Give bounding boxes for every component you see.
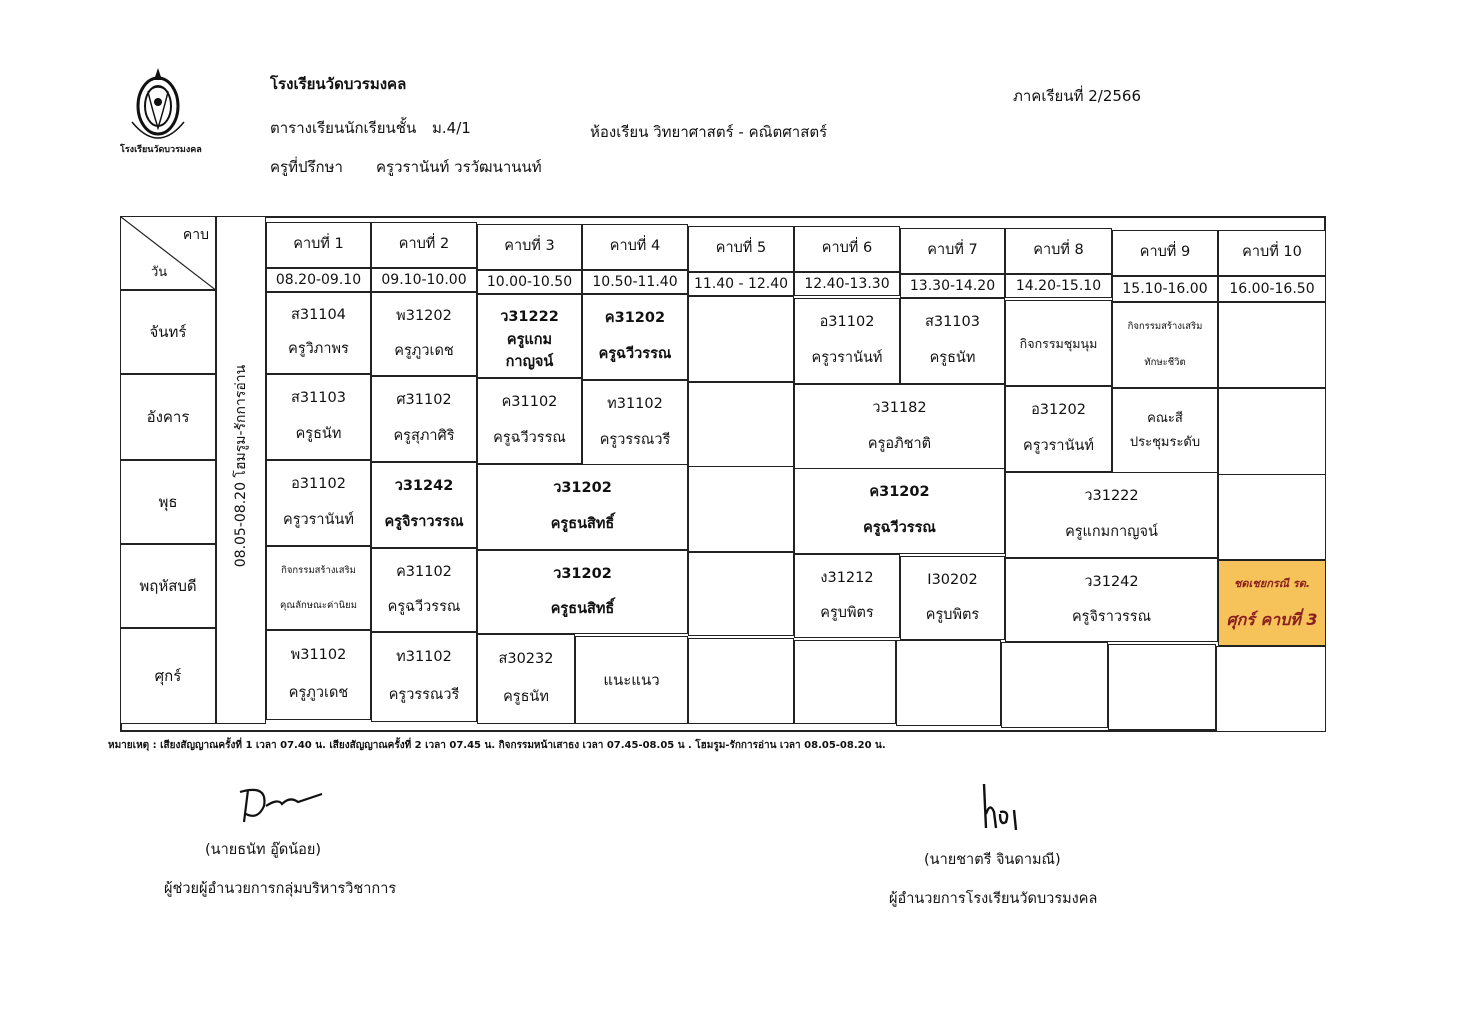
teacher: ครูวิภาพร xyxy=(288,341,349,358)
room-name: ห้องเรียน วิทยาศาสตร์ - คณิตศาสตร์ xyxy=(590,123,828,141)
right-signature xyxy=(980,784,1030,834)
period-4: คาบที่ 4 xyxy=(582,224,688,270)
fri-p5 xyxy=(688,638,794,724)
thu-p6 xyxy=(794,554,900,638)
subject-code: ท31102 xyxy=(396,649,452,666)
teacher: ครูบพิตร xyxy=(925,606,980,623)
tue-p8 xyxy=(1005,386,1112,472)
mon-p1 xyxy=(266,292,371,374)
period-9: คาบที่ 9 xyxy=(1112,230,1218,276)
activity-detail: คุณลักษณะค่านิยม xyxy=(280,599,357,611)
time-10: 16.00-16.50 xyxy=(1218,276,1326,302)
teacher: ครูวรานันท์ xyxy=(283,512,354,529)
mon-p8 xyxy=(1005,300,1112,386)
fri-p9 xyxy=(1108,644,1216,730)
fri-p3 xyxy=(477,634,575,724)
teacher: ครูธนัท xyxy=(503,689,549,706)
day-mon: จันทร์ xyxy=(120,290,216,374)
right-signer-title: ผู้อำนวยการโรงเรียนวัดบวรมงคล xyxy=(889,891,1098,907)
subject-code: ค31202 xyxy=(604,310,666,327)
time-8: 14.20-15.10 xyxy=(1005,274,1112,298)
subject-code: ศ31102 xyxy=(396,392,452,409)
subject-code: ค31102 xyxy=(501,394,558,411)
corner-cell xyxy=(120,216,216,290)
activity-detail: ประชุมระดับ xyxy=(1129,435,1201,450)
wed-p1 xyxy=(266,460,371,546)
activity: กิจกรรมสร้างเสริม xyxy=(1127,321,1203,333)
activity: กิจกรรมชุมนุม xyxy=(1019,335,1098,351)
period-5: คาบที่ 5 xyxy=(688,226,794,272)
tue-p4 xyxy=(582,380,688,466)
teacher: ครูบพิตร xyxy=(820,604,874,621)
subject-code: ว31202 xyxy=(553,480,612,497)
mon-p5 xyxy=(688,296,794,382)
day-wed: พุธ xyxy=(120,460,216,544)
time-5: 11.40 - 12.40 xyxy=(688,272,794,296)
period-2: คาบที่ 2 xyxy=(371,222,477,268)
teacher: ครูจิราวรรณ xyxy=(1071,608,1152,625)
thu-p3-4 xyxy=(477,550,688,634)
mon-p7 xyxy=(900,298,1005,384)
period-6: คาบที่ 6 xyxy=(794,226,900,272)
subject-code: อ31202 xyxy=(1031,402,1086,419)
advisor-name: ครูวรานันท์ วรวัฒนานนท์ xyxy=(376,158,542,176)
subject-code: พ31202 xyxy=(396,307,452,324)
day-thu: พฤหัสบดี xyxy=(120,544,216,628)
teacher: ครูสุภาศิริ xyxy=(393,428,455,445)
corner-top-label: คาบ xyxy=(182,227,209,243)
right-signer-name: (นายชาตรี จินดามณี) xyxy=(924,852,1061,868)
teacher: ครูฉวีวรรณ xyxy=(598,346,672,363)
fri-p7 xyxy=(896,640,1001,726)
subject-code: ว31222 xyxy=(500,309,559,325)
activity: แนะแนว xyxy=(603,671,660,689)
mon-p9 xyxy=(1112,302,1218,388)
time-2: 09.10-10.00 xyxy=(371,268,477,292)
teacher: ครูฉวีวรรณ xyxy=(493,430,566,447)
fri-p2 xyxy=(371,632,477,722)
teacher: ครูภูวเดช xyxy=(394,342,454,359)
fri-p1 xyxy=(266,630,371,720)
tue-p6-7 xyxy=(794,384,1005,470)
subject-code: ว31242 xyxy=(1084,573,1139,590)
fri-p4 xyxy=(575,636,688,724)
footnote: หมายเหตุ : เสียงสัญญาณครั้งที่ 1 เวลา 07.40 น. เสียงสัญญาณครั้งที่ 2 เวลา 07.45 น. กิจกรรมหน้าเสาธง เวลา 07.45-08.05 น . โฮมรูม-รักการอ่าน เวลา 08.05-08.20 น. xyxy=(108,740,886,751)
subject-code: ง31212 xyxy=(820,569,874,586)
thu-p5 xyxy=(688,552,794,636)
fri-p8 xyxy=(1001,642,1108,728)
teacher: ครูธนสิทธิ์ xyxy=(550,516,615,533)
left-signer-title: ผู้ช่วยผู้อำนวยการกลุ่มบริหารวิชาการ xyxy=(164,881,397,897)
day-tue: อังคาร xyxy=(120,374,216,460)
activity: คณะสี xyxy=(1147,411,1183,427)
tue-p10 xyxy=(1218,388,1326,476)
semester: ภาคเรียนที่ 2/2566 xyxy=(1013,87,1141,105)
teacher: ครูธนสิทธิ์ xyxy=(550,600,615,617)
time-3: 10.00-10.50 xyxy=(477,270,582,294)
time-7: 13.30-14.20 xyxy=(900,274,1005,298)
tue-p2 xyxy=(371,376,477,462)
thu-p7 xyxy=(900,556,1005,640)
fri-p10 xyxy=(1216,646,1326,732)
teacher: ครูจิราวรรณ xyxy=(384,514,464,531)
subject-code: ค31202 xyxy=(869,484,930,501)
teacher: ครูภูวเดช xyxy=(288,685,349,702)
period-7: คาบที่ 7 xyxy=(900,228,1005,274)
wed-p10 xyxy=(1218,474,1326,560)
subject-code: อ31102 xyxy=(819,314,875,331)
teacher: ครูธนัท xyxy=(295,426,342,443)
activity-detail: ทักษะชีวิต xyxy=(1144,357,1186,369)
advisor-label: ครูที่ปรึกษา xyxy=(270,158,343,176)
mon-p4 xyxy=(582,294,688,380)
teacher: ครูแกมกาญจน์ xyxy=(1065,524,1158,541)
teacher: ครูวรานันท์ xyxy=(1023,438,1094,455)
subject-code: ว31222 xyxy=(1084,488,1139,505)
teacher: ครูวรานันท์ xyxy=(811,350,883,367)
mon-p6 xyxy=(794,298,900,384)
wed-p3-4 xyxy=(477,464,688,550)
period-1: คาบที่ 1 xyxy=(266,222,371,268)
subject-code: ว31202 xyxy=(553,565,612,582)
subject-code: อ31102 xyxy=(291,476,346,493)
subject-code: ว31242 xyxy=(394,478,454,495)
wed-p5 xyxy=(688,466,794,552)
thu-p10-makeup xyxy=(1218,560,1326,646)
teacher: ครูแกม xyxy=(506,332,553,349)
mon-p3 xyxy=(477,294,582,378)
teacher-cont: กาญจน์ xyxy=(505,353,554,370)
mon-p10 xyxy=(1218,302,1326,388)
time-1: 08.20-09.10 xyxy=(266,268,371,292)
teacher: ครูฉวีวรรณ xyxy=(387,598,461,615)
wed-p2 xyxy=(371,462,477,548)
logo-caption: โรงเรียนวัดบวรมงคล xyxy=(120,145,202,155)
subject-code: ส31103 xyxy=(925,314,980,331)
teacher: ครูวรรณวรี xyxy=(388,687,460,704)
subject-code: ส31103 xyxy=(291,390,346,407)
subject-code: ส30232 xyxy=(498,651,554,668)
subject-code: I30202 xyxy=(927,571,978,588)
class-name: ม.4/1 xyxy=(432,119,471,137)
activity: กิจกรรมสร้างเสริม xyxy=(281,564,356,576)
makeup-note: ชดเชยกรณี รด. xyxy=(1233,576,1311,590)
thu-p1 xyxy=(266,546,371,630)
period-3: คาบที่ 3 xyxy=(477,224,582,270)
wed-p6-7 xyxy=(794,468,1005,554)
homeroom-label: 08.05-08.20 โฮมรูม-รักการอ่าน xyxy=(233,364,249,568)
teacher: ครูธนัท xyxy=(929,350,976,367)
tue-p5 xyxy=(688,382,794,468)
fri-p6 xyxy=(794,640,896,724)
subject-code: พ31102 xyxy=(290,647,347,664)
makeup-slot: ศุกร์ คาบที่ 3 xyxy=(1226,609,1318,629)
teacher: ครูฉวีวรรณ xyxy=(863,520,936,537)
class-label: ตารางเรียนนักเรียนชั้น xyxy=(270,119,417,137)
time-4: 10.50-11.40 xyxy=(582,270,688,294)
day-fri: ศุกร์ xyxy=(120,628,216,724)
tue-p9 xyxy=(1112,388,1218,474)
subject-code: ท31102 xyxy=(607,396,663,413)
subject-code: ว31182 xyxy=(872,400,927,417)
tue-p1 xyxy=(266,374,371,460)
left-signature xyxy=(238,784,328,824)
school-name: โรงเรียนวัดบวรมงคล xyxy=(270,75,407,93)
subject-code: ส31104 xyxy=(291,307,346,324)
wed-p8-9 xyxy=(1005,472,1218,558)
teacher: ครูวรรณวรี xyxy=(599,432,671,449)
thu-p8-9 xyxy=(1005,558,1218,642)
tue-p3 xyxy=(477,378,582,464)
period-10: คาบที่ 10 xyxy=(1218,230,1326,276)
time-9: 15.10-16.00 xyxy=(1112,276,1218,302)
time-6: 12.40-13.30 xyxy=(794,272,900,296)
subject-code: ค31102 xyxy=(396,563,452,580)
left-signer-name: (นายธนัท อู๊ดน้อย) xyxy=(205,842,322,858)
period-8: คาบที่ 8 xyxy=(1005,228,1112,274)
teacher: ครูอภิชาติ xyxy=(867,436,932,453)
thu-p2 xyxy=(371,548,477,632)
mon-p2 xyxy=(371,292,477,376)
corner-bottom-label: วัน xyxy=(151,265,168,281)
